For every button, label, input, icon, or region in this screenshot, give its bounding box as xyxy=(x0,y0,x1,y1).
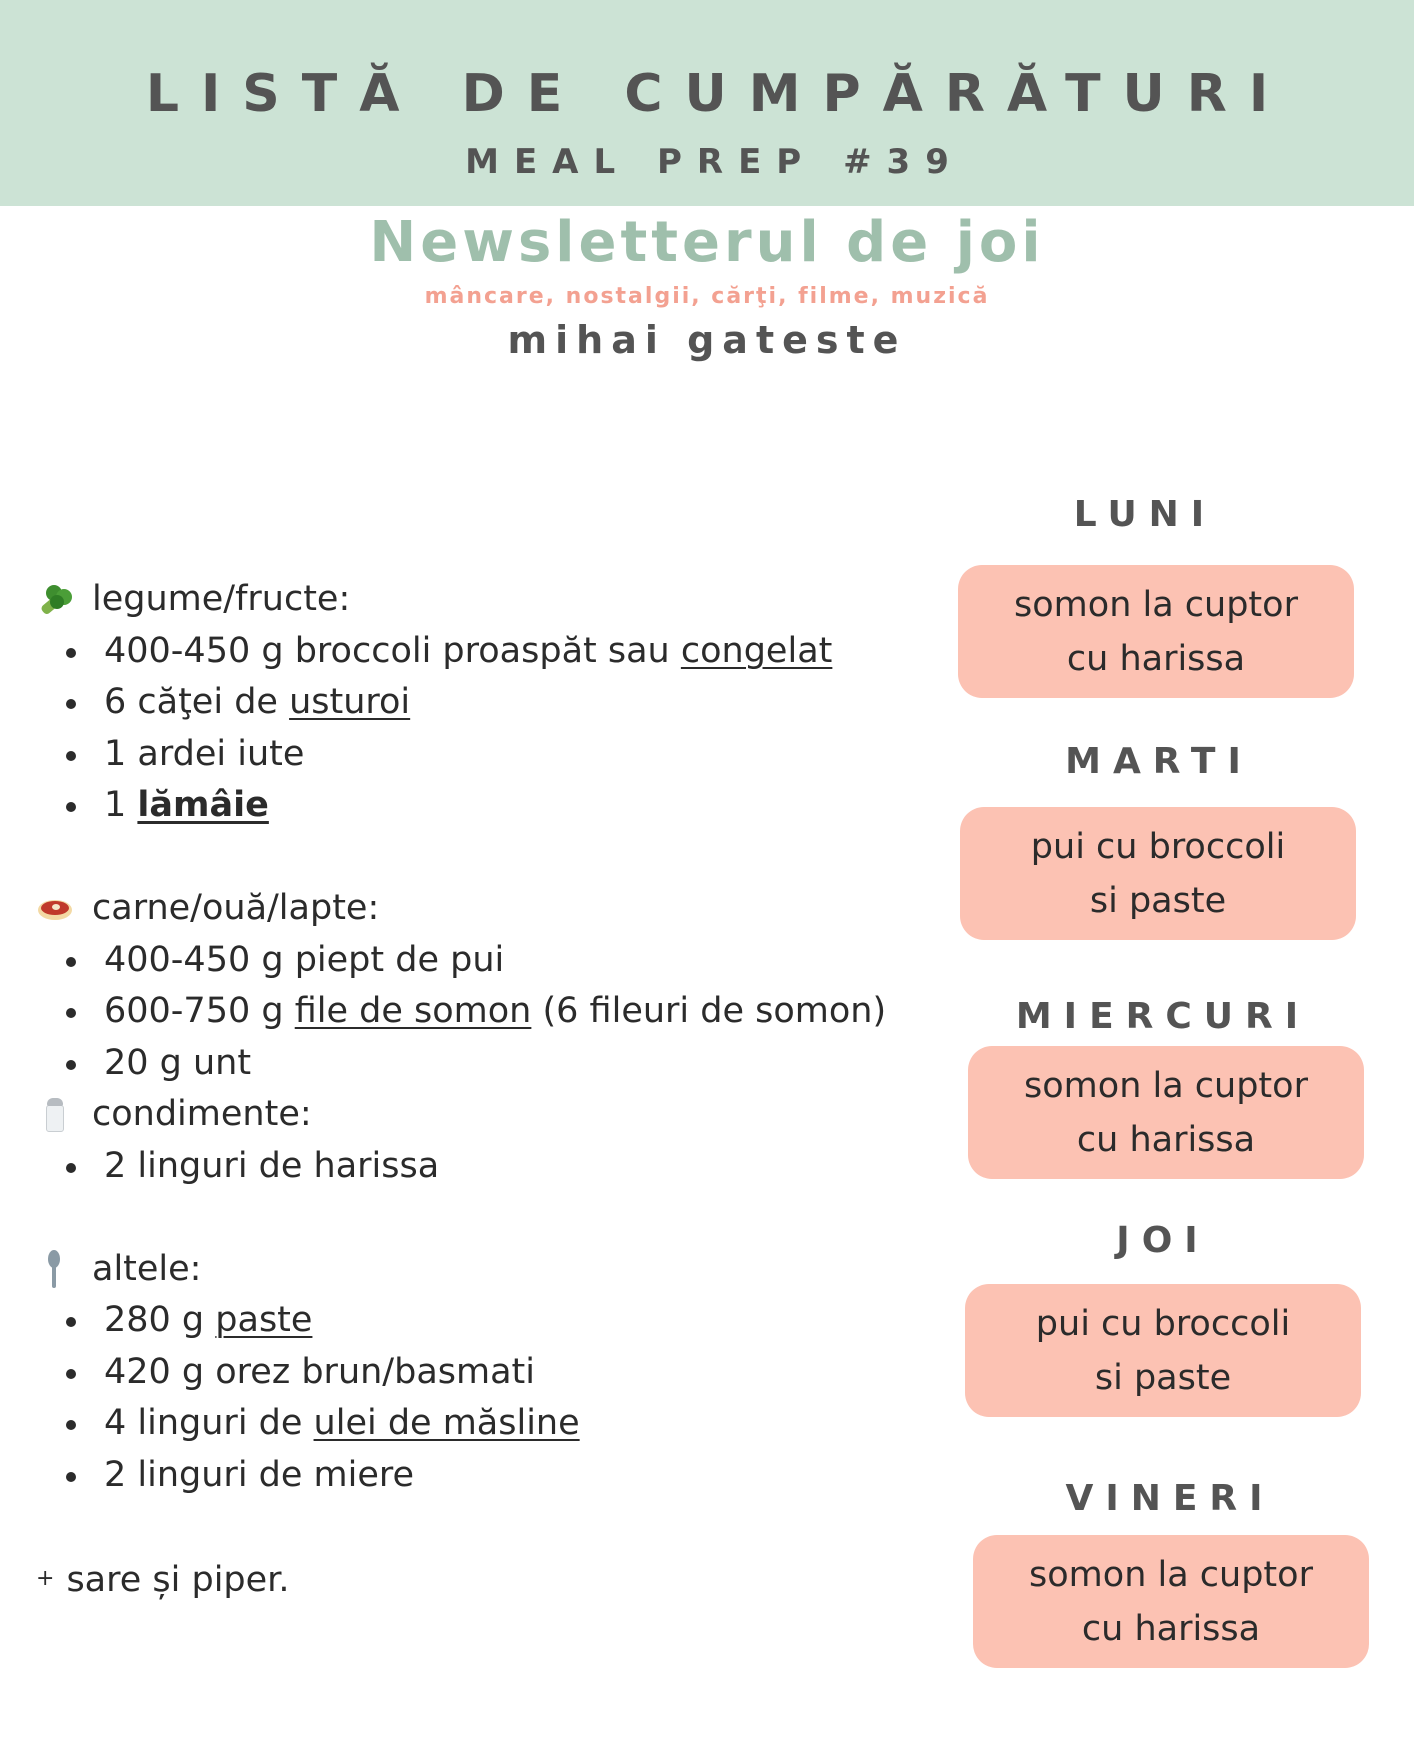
list-item xyxy=(36,729,956,781)
item-text: 400-450 g piept de pui xyxy=(104,939,505,980)
item-text: 20 g unt xyxy=(104,1042,252,1083)
list-item xyxy=(36,986,956,1038)
item-list xyxy=(36,1295,956,1501)
day-label-vineri: VINERI xyxy=(1065,1478,1275,1519)
item-link[interactable]: usturoi xyxy=(289,682,411,722)
meal-line: si paste xyxy=(1089,880,1227,921)
item-text: 2 linguri de miere xyxy=(104,1454,415,1495)
list-item xyxy=(36,935,956,987)
plus-sign: + xyxy=(36,1565,55,1591)
meal-box-marti xyxy=(960,807,1356,940)
list-item xyxy=(36,780,956,832)
day-label-marti: MARTI xyxy=(1065,741,1253,782)
item-link[interactable]: ulei de măsline xyxy=(313,1403,580,1443)
list-item xyxy=(36,1038,956,1090)
item-link[interactable]: lămâie xyxy=(137,785,269,825)
newsletter-tagline: mâncare, nostalgii, cărţi, filme, muzică xyxy=(424,284,990,309)
meal-line: cu harissa xyxy=(1066,638,1246,679)
header-band xyxy=(0,0,1414,206)
meal-line: cu harissa xyxy=(1081,1608,1261,1649)
item-text: 4 linguri de xyxy=(104,1403,314,1443)
item-text: 1 ardei iute xyxy=(104,733,305,774)
meal-box-vineri xyxy=(973,1535,1369,1668)
meal-line: somon la cuptor xyxy=(1029,1554,1313,1595)
broccoli-icon xyxy=(36,581,74,619)
item-text: 6 căţei de xyxy=(104,682,290,722)
item-text: 600-750 g xyxy=(104,991,295,1031)
shopping-list xyxy=(36,574,956,1606)
category-header xyxy=(36,1089,956,1141)
meal-line: somon la cuptor xyxy=(1014,584,1298,625)
meal-line: si paste xyxy=(1094,1357,1232,1398)
item-text: 280 g xyxy=(104,1300,216,1340)
list-item xyxy=(36,677,956,729)
category-label: altele: xyxy=(92,1248,202,1289)
item-list xyxy=(36,935,956,1090)
item-link[interactable]: congelat xyxy=(680,630,833,671)
meal-box-miercuri xyxy=(968,1046,1364,1179)
day-label-joi: JOI xyxy=(1116,1220,1210,1261)
item-text: 1 xyxy=(104,785,138,825)
meal-line: cu harissa xyxy=(1076,1119,1256,1160)
meal-line: pui cu broccoli xyxy=(1035,1303,1291,1344)
item-text: 420 g orez brun/basmati xyxy=(104,1351,535,1392)
item-link[interactable]: paste xyxy=(215,1300,313,1340)
list-item xyxy=(36,1295,956,1347)
item-text: 400-450 g broccoli proaspăt sau xyxy=(104,630,681,671)
newsletter-author: mihai gateste xyxy=(507,318,907,362)
list-item xyxy=(36,1347,956,1399)
category-label: condimente: xyxy=(92,1094,312,1134)
footer-note xyxy=(36,1553,956,1607)
meal-line: somon la cuptor xyxy=(1024,1065,1308,1106)
category-header xyxy=(36,1244,956,1296)
meal-box-luni xyxy=(958,565,1354,698)
item-note: (6 fileuri de somon) xyxy=(531,991,887,1031)
spoon-icon xyxy=(36,1250,74,1288)
meal-box-joi xyxy=(965,1284,1361,1417)
footer-note-text: sare și piper. xyxy=(66,1559,290,1600)
list-item xyxy=(36,1450,956,1502)
category-label: legume/fructe: xyxy=(92,579,351,619)
day-label-miercuri: MIERCURI xyxy=(1015,996,1311,1037)
item-text: 2 linguri de harissa xyxy=(104,1145,440,1186)
meat-icon xyxy=(36,890,74,928)
newsletter-title: Newsletterul de joi xyxy=(369,210,1045,275)
item-link[interactable]: file de somon xyxy=(294,991,532,1031)
category-header xyxy=(36,883,956,935)
category-header xyxy=(36,574,956,626)
list-item xyxy=(36,1141,956,1193)
page-subtitle: MEAL PREP #39 xyxy=(465,142,964,182)
page-title: LISTĂ DE CUMPĂRĂTURI xyxy=(145,64,1291,124)
category-label: carne/ouă/lapte: xyxy=(92,888,380,928)
item-list xyxy=(36,626,956,832)
meal-line: pui cu broccoli xyxy=(1030,826,1286,867)
list-item xyxy=(36,1398,956,1450)
salt-shaker-icon xyxy=(36,1096,74,1134)
day-label-luni: LUNI xyxy=(1073,494,1217,535)
item-list xyxy=(36,1141,956,1193)
list-item xyxy=(36,626,956,678)
